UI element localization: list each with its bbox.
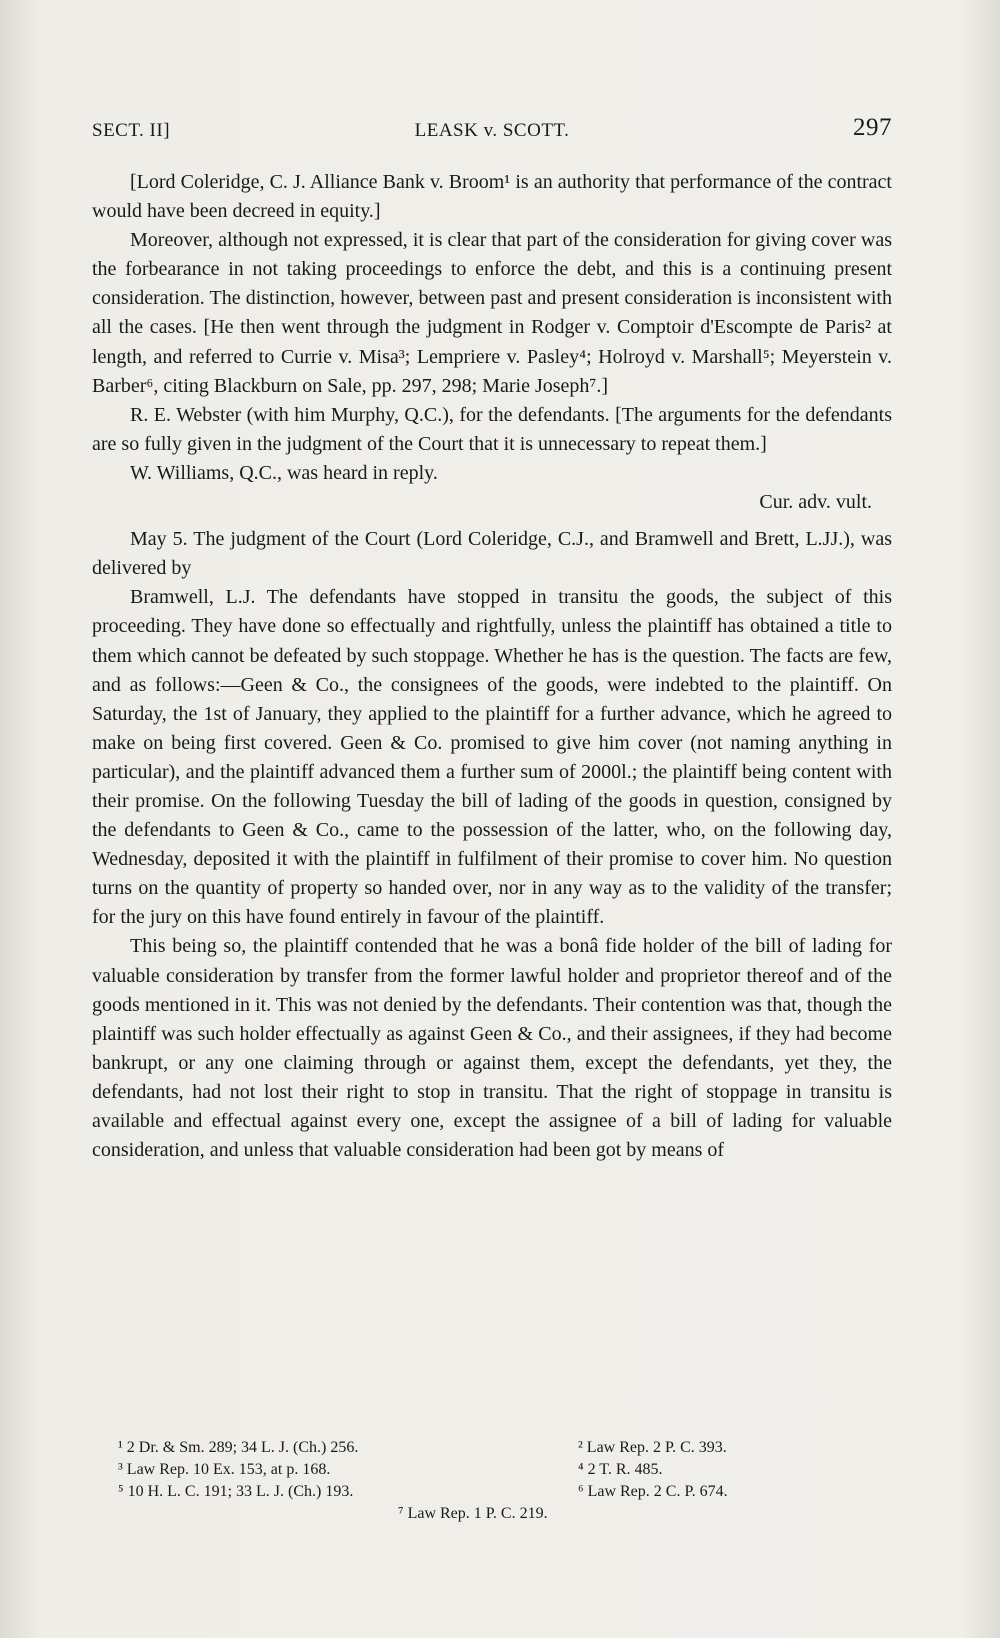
footnote-5: ⁵ 10 H. L. C. 191; 33 L. J. (Ch.) 193. bbox=[118, 1483, 354, 1500]
running-header bbox=[92, 112, 892, 152]
footnote-7: ⁷ Law Rep. 1 P. C. 219. bbox=[398, 1505, 548, 1522]
paragraph-coleridge-remark: [Lord Coleridge, C. J. Alliance Bank v. Broom¹ is an authority that performance of the contract would have been decreed in equity.] bbox=[92, 171, 892, 223]
footnote-2: ² Law Rep. 2 P. C. 393. bbox=[578, 1439, 727, 1456]
section-label: SECT. II] bbox=[92, 120, 171, 141]
footnotes bbox=[118, 1437, 818, 1525]
paragraph-reply: W. Williams, Q.C., was heard in reply. bbox=[130, 461, 438, 484]
footnote-6: ⁶ Law Rep. 2 C. P. 674. bbox=[578, 1483, 728, 1500]
paragraph-defendants-counsel: R. E. Webster (with him Murphy, Q.C.), for the defendants. [The arguments for the defendants are so fully given in the judgment of the Court that it is unnecessary to repeat them.] bbox=[92, 403, 892, 455]
paragraph-contention: This being so, the plaintiff contended that he was a bonâ fide holder of the bill of lading for valuable consideration by transfer from the former lawful holder and proprietor thereof and of the goods mentioned in it. This was not denied by the defendants. Their contention was that, though the plaintiff was such holder effectually as against Geen & Co., and their assignees, if they had become bankrupt, or any one claiming through or against them, except the defendants, yet they, the defendants, had not lost their right to stop in transitu. That the right of stoppage in transitu is available and effectual against every one, except the assignee of a bill of lading for valuable consideration, and unless that valuable consideration had been got by means of bbox=[92, 935, 892, 1162]
body-text bbox=[92, 168, 892, 1165]
footnote-1: ¹ 2 Dr. & Sm. 289; 34 L. J. (Ch.) 256. bbox=[118, 1439, 359, 1456]
page-number: 297 bbox=[853, 114, 892, 141]
paragraph-argument: Moreover, although not expressed, it is clear that part of the consideration for giving cover was the forbearance in not taking proceedings to enforce the debt, and this is a continuing present consideration. The distinction, however, between past and present consideration is inconsistent with all the cases. [He then went through the judgment in Rodger v. Comptoir d'Escompte de Paris² at length, and referred to Currie v. Misa³; Lempriere v. Pasley⁴; Holroyd v. Marshall⁵; Meyerstein v. Barber⁶, citing Blackburn on Sale, pp. 297, 298; Marie Joseph⁷.] bbox=[92, 229, 892, 397]
paragraph-cur-adv-vult: Cur. adv. vult. bbox=[759, 491, 872, 514]
case-title: LEASK v. SCOTT. bbox=[414, 120, 570, 141]
footnote-3: ³ Law Rep. 10 Ex. 153, at p. 168. bbox=[118, 1461, 331, 1478]
paragraph-judgment-date: May 5. The judgment of the Court (Lord Coleridge, C.J., and Bramwell and Brett, L.JJ.), was delivered by bbox=[92, 528, 892, 580]
footnote-4: ⁴ 2 T. R. 485. bbox=[578, 1461, 663, 1478]
paragraph-bramwell-judgment: Bramwell, L.J. The defendants have stopped in transitu the goods, the subject of this proceeding. They have done so effectually and rightfully, unless the plaintiff has obtained a title to them which cannot be defeated by such stoppage. Whether he has is the question. The facts are few, and as follows:—Geen & Co., the consignees of the goods, were indebted to the plaintiff. On Saturday, the 1st of January, they applied to the plaintiff for a further advance, which he agreed to make on being first covered. Geen & Co. promised to give him cover (not naming anything in particular), and the plaintiff advanced them a further sum of 2000l.; the plaintiff being content with their promise. On the following Tuesday the bill of lading of the goods in question, consigned by the defendants to Geen & Co., came to the possession of the latter, who, on the following day, Wednesday, deposited it with the plaintiff in fulfilment of their promise to cover him. No question turns on the quantity of property so handed over, nor in any way as to the validity of the transfer; for the jury on this have found entirely in favour of the plaintiff. bbox=[92, 586, 892, 929]
